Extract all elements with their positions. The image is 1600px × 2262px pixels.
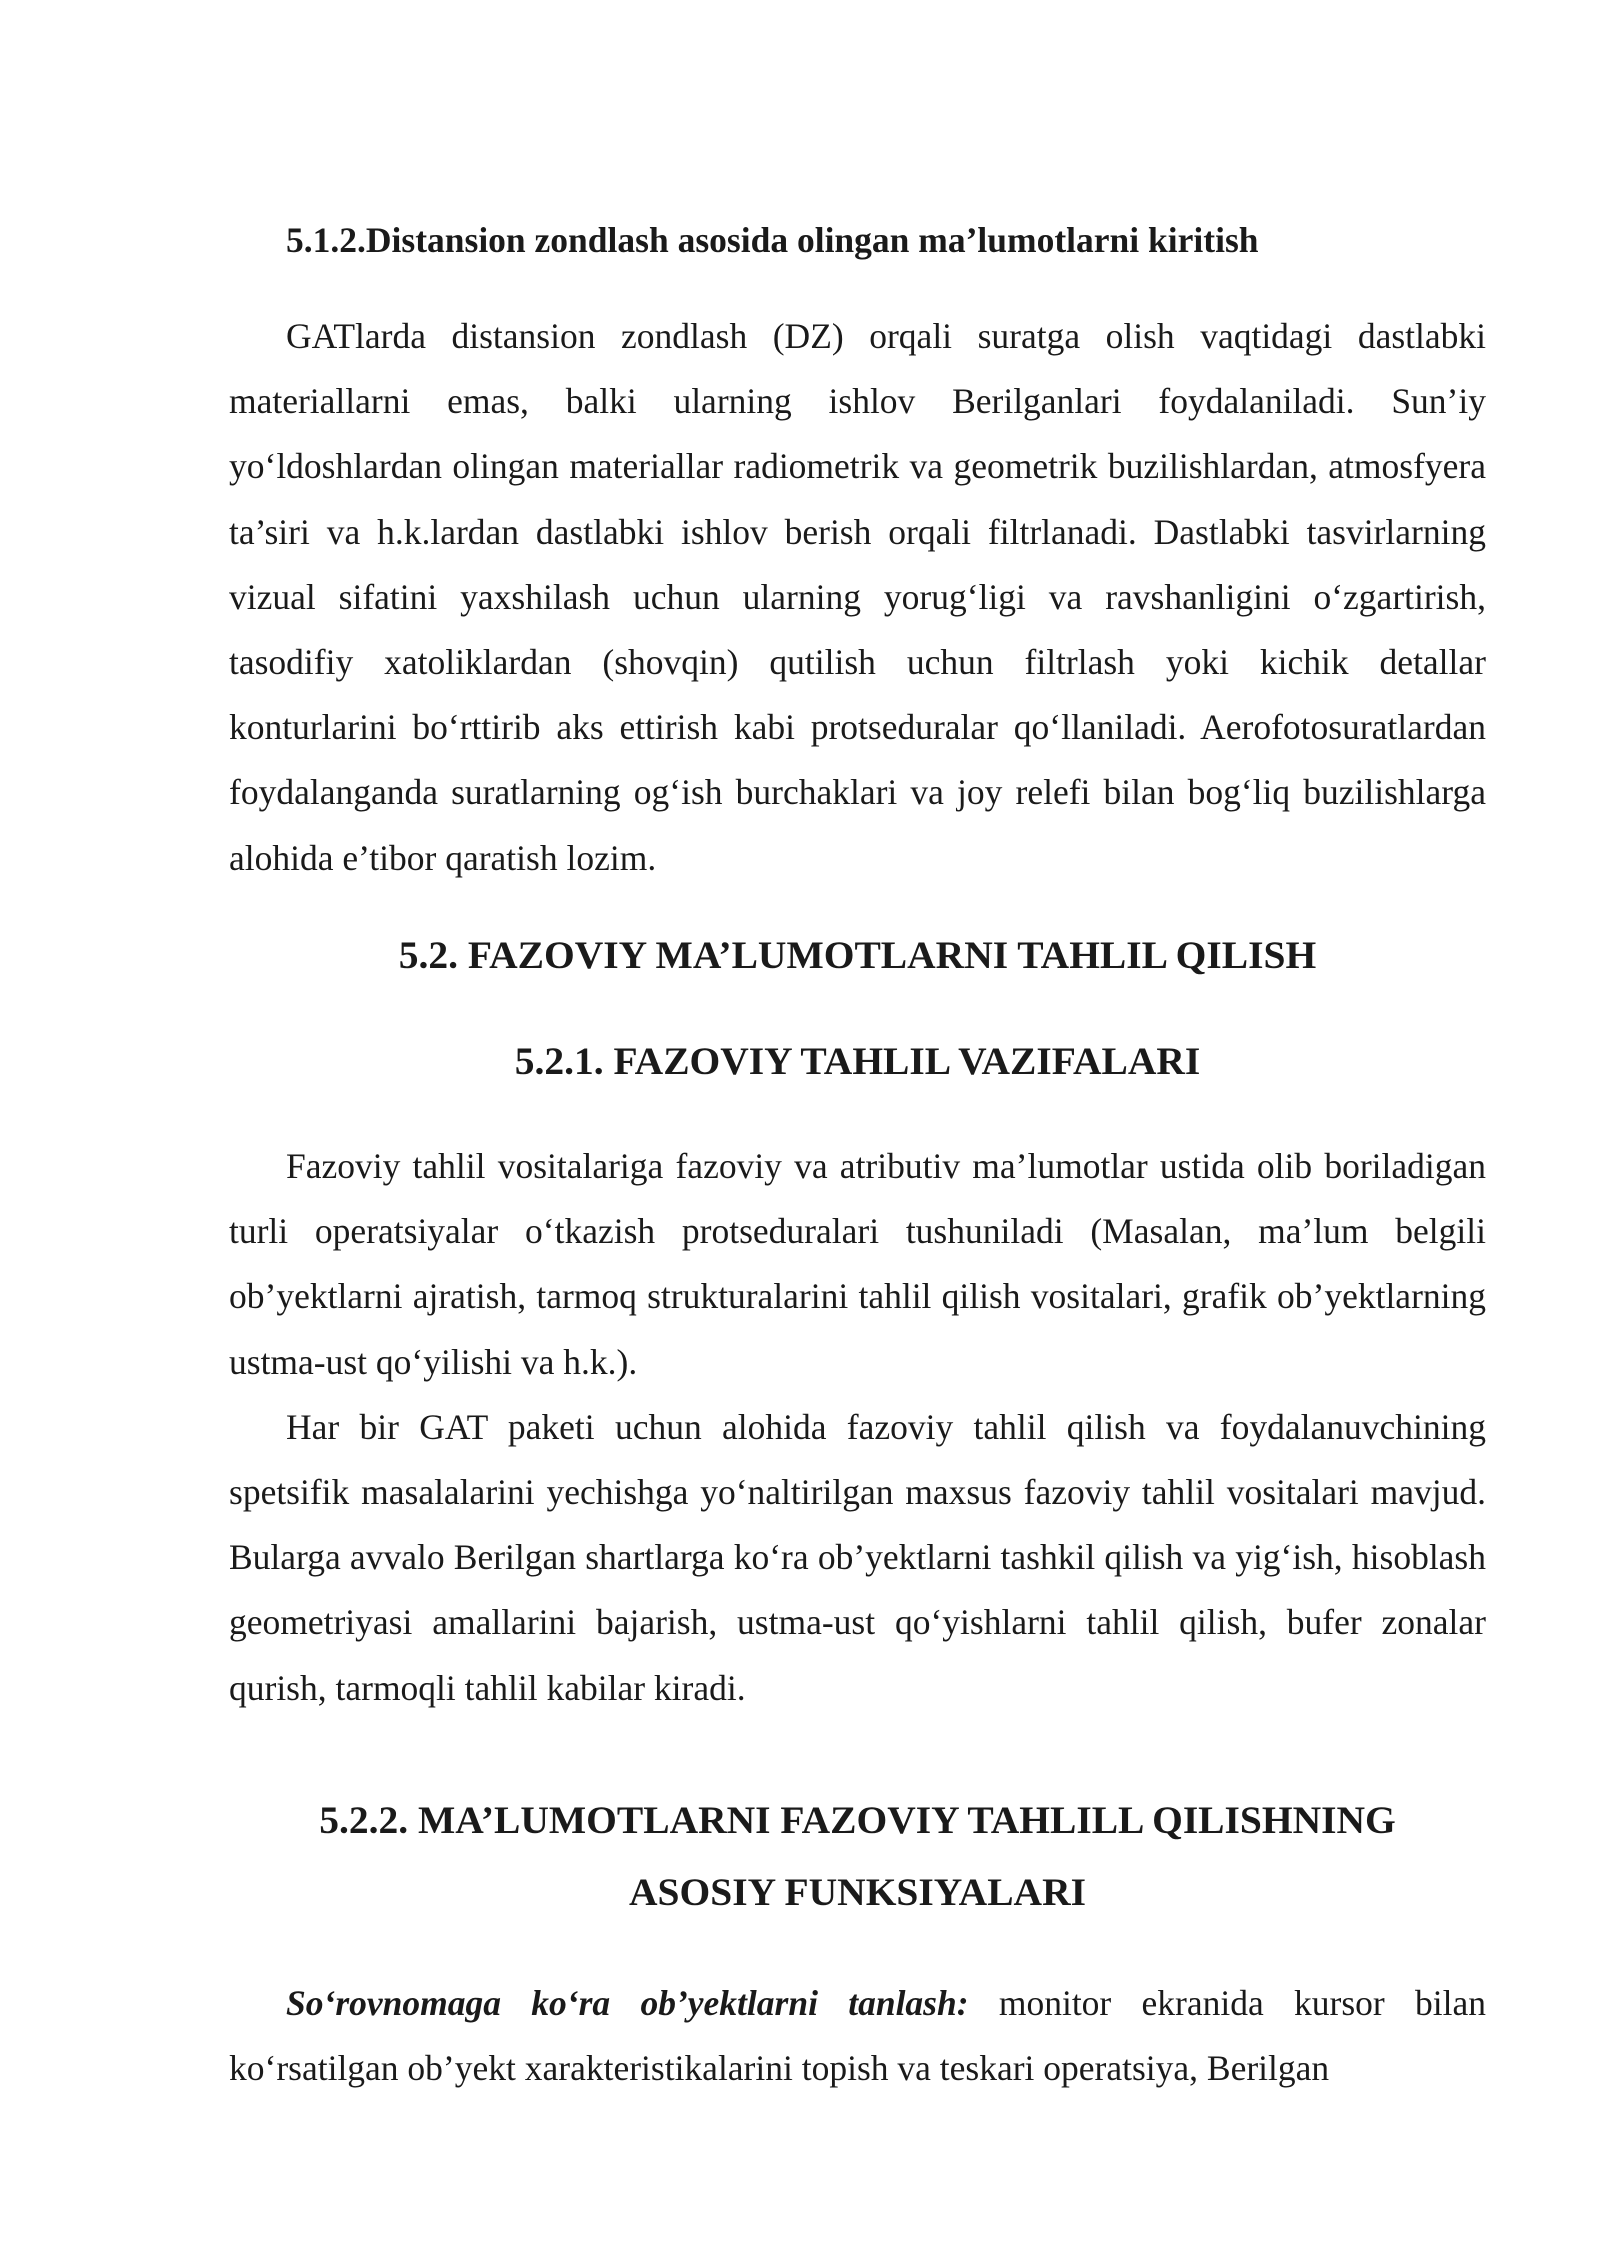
- section-5-2-2-paragraph-text: monitor ekranida kursor bilan ko‘rsatilgan ob’yekt xarakteristikalarini topish va teskari operatsiya, Berilgan: [229, 1983, 1486, 2089]
- section-5-2-1-paragraph-1: Fazoviy tahlil vositalariga fazoviy va atributiv ma’lumotlar ustida olib boriladigan turli operatsiyalar o‘tkazish protseduralari tushuniladi (Masalan, ma’lum belgili ob’yektlarni ajratish, tarmoq strukturalarini tahlil qilish vositalari, grafik ob’yektlarning ustma-ust qo‘yilishi va h.k.).: [229, 1146, 1486, 1382]
- section-5-2-1-heading: 5.2.1. FAZOVIY TAHLIL VAZIFALARI: [514, 1039, 1201, 1083]
- section-5-1-2-body: [229, 304, 1486, 891]
- section-5-2-2-heading-line-2: ASOSIY FUNKSIYALARI: [629, 1870, 1086, 1914]
- section-5-2-1-body: [229, 1134, 1486, 1721]
- section-5-2-block: [229, 919, 1486, 991]
- section-5-2-2-paragraph: [229, 1971, 1486, 2101]
- section-5-2-2-block: [229, 1784, 1486, 1928]
- section-5-2-2-lead-term: So‘rovnomaga ko‘ra ob’yektlarni tanlash:: [286, 1983, 969, 2023]
- section-5-1-2-heading: 5.1.2.Distansion zondlash asosida olingan ma’lumotlarni kiritish: [286, 220, 1259, 260]
- section-5-2-2-body: [229, 1971, 1486, 2101]
- section-5-2-1-paragraph-2: Har bir GAT paketi uchun alohida fazoviy tahlil qilish va foydalanuvchining spetsifik masalalarini yechishga yo‘naltirilgan maxsus fazoviy tahlil vositalari mavjud. Bularga avvalo Berilgan shartlarga ko‘ra ob’yektlarni tashkil qilish va yig‘ish, hisoblash geometriyasi amallarini bajarish, ustma-ust qo‘yishlarni tahlil qilish, bufer zonalar qurish, tarmoqli tahlil kabilar kiradi.: [229, 1406, 1486, 1708]
- section-5-2-2-heading-line-1: 5.2.2. MA’LUMOTLARNI FAZOVIY TAHLILL QILISHNING: [319, 1798, 1396, 1842]
- section-5-2-heading: 5.2. FAZOVIY MA’LUMOTLARNI TAHLIL QILISH: [398, 933, 1317, 977]
- section-5-2-2-heading: [229, 1784, 1486, 1928]
- section-5-2-1-block: [229, 1025, 1486, 1097]
- section-5-1-2-paragraph: GATlarda distansion zondlash (DZ) orqali suratga olish vaqtidagi dastlabki materiallarni emas, balki ularning ishlov Berilganlari foydalaniladi. Sun’iy yo‘ldoshlardan olingan materiallar radiometrik va geometrik buzilishlardan, atmosfyera ta’siri va h.k.lardan dastlabki ishlov berish orqali filtrlanadi. Dastlabki tasvirlarning vizual sifatini yaxshilash uchun ularning yorug‘ligi va ravshanligini o‘zgartirish, tasodifiy xatoliklardan (shovqin) qutilish uchun filtrlash yoki kichik detallar konturlarini bo‘rttirib aks ettirish kabi protseduralar qo‘llaniladi. Aerofotosuratlardan foydalanganda suratlarning og‘ish burchaklari va joy relefi bilan bog‘liq buzilishlarga alohida e’tibor qaratish lozim.: [229, 316, 1486, 878]
